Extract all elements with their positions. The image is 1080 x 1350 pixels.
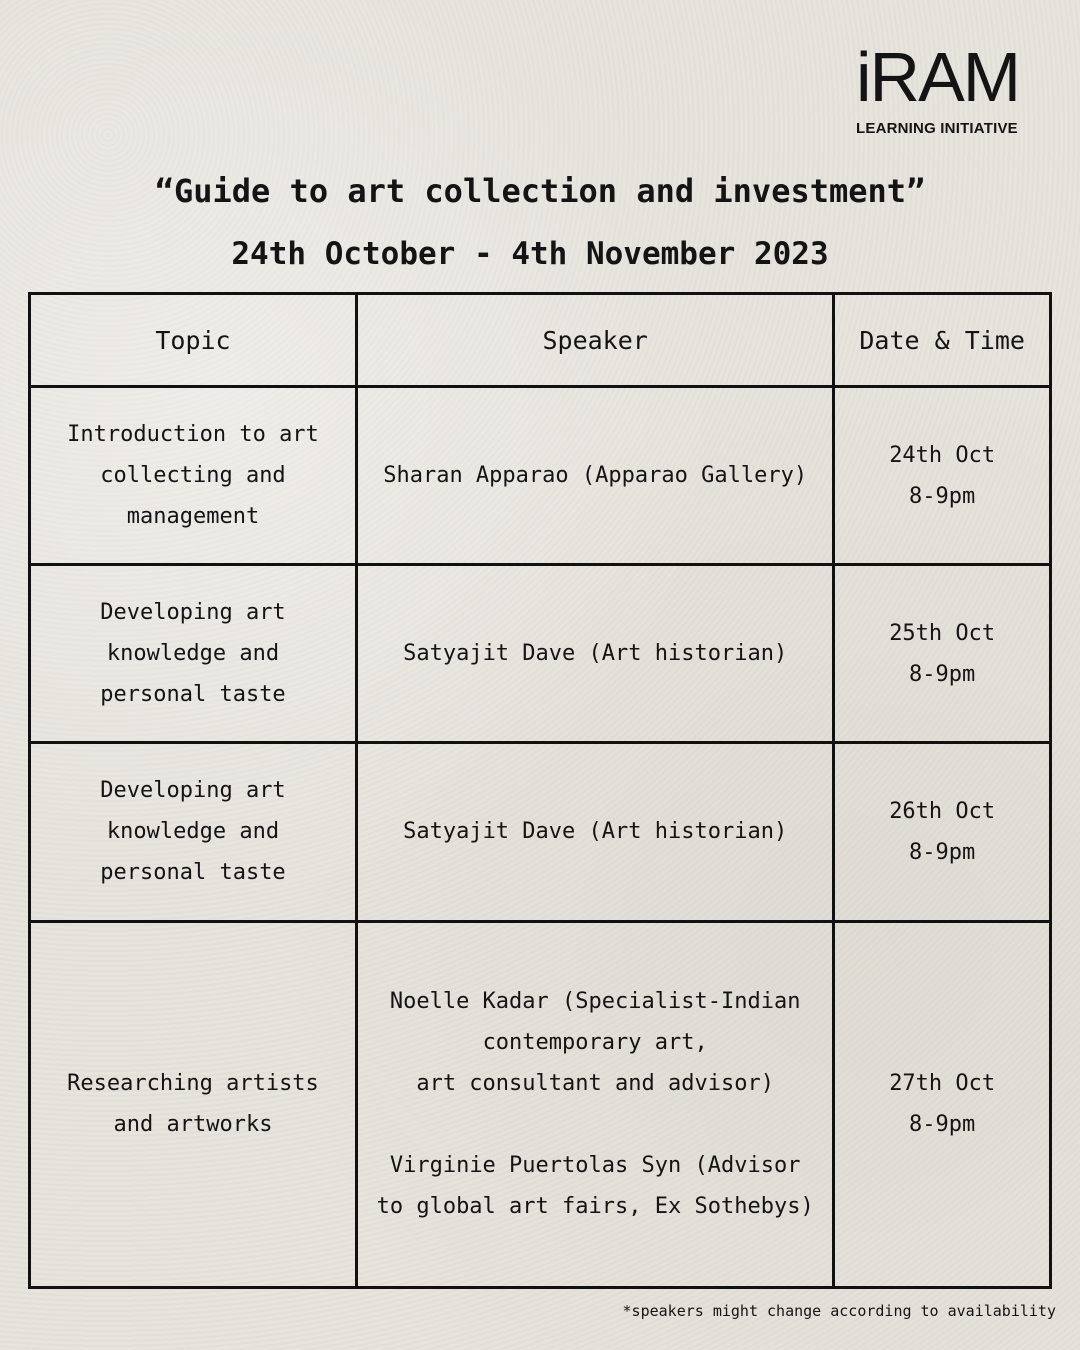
session-time: 8-9pm	[909, 661, 976, 687]
logo-wordmark: iRAM	[856, 38, 1020, 116]
speaker-text: Satyajit Dave (Art historian)	[403, 641, 788, 667]
logo-tagline: LEARNING INITIATIVE	[856, 120, 1018, 137]
topic-text: Developing art knowledge and personal taste	[100, 778, 286, 886]
topic-text: Introduction to art collecting and management	[67, 422, 319, 530]
topic-cell	[30, 743, 357, 921]
datetime-cell	[834, 921, 1051, 1287]
page-title: “Guide to art collection and investment”	[154, 172, 926, 210]
session-date: 24th Oct	[889, 442, 996, 468]
session-time: 8-9pm	[909, 839, 976, 865]
topic-cell	[30, 921, 357, 1287]
brand-logo	[856, 38, 1046, 137]
speaker-text: Noelle Kadar (Specialist-Indian contemporary art, art consultant and advisor) Virginie Puertolas Syn (Advisor to global art fairs, Ex Sothebys)	[376, 989, 814, 1220]
table-row	[30, 565, 1051, 743]
session-time: 8-9pm	[909, 1112, 976, 1138]
header-topic: Topic	[30, 294, 357, 387]
table-row	[30, 921, 1051, 1287]
topic-text: Developing art knowledge and personal taste	[100, 600, 286, 708]
topic-cell	[30, 565, 357, 743]
table-row	[30, 387, 1051, 565]
datetime-cell	[834, 387, 1051, 565]
speaker-cell	[356, 387, 833, 565]
schedule-table	[28, 292, 1052, 1289]
session-date: 25th Oct	[889, 620, 996, 646]
speaker-text: Satyajit Dave (Art historian)	[403, 819, 788, 845]
speaker-cell	[356, 921, 833, 1287]
session-date: 26th Oct	[889, 798, 996, 824]
header-speaker: Speaker	[356, 294, 833, 387]
speaker-cell	[356, 743, 833, 921]
speaker-text: Sharan Apparao (Apparao Gallery)	[383, 463, 808, 489]
session-time: 8-9pm	[909, 483, 976, 509]
date-range: 24th October - 4th November 2023	[231, 236, 829, 272]
header-datetime: Date & Time	[834, 294, 1051, 387]
topic-cell	[30, 387, 357, 565]
datetime-cell	[834, 565, 1051, 743]
datetime-cell	[834, 743, 1051, 921]
session-date: 27th Oct	[889, 1071, 996, 1097]
table-header-row	[30, 294, 1051, 387]
topic-text: Researching artists and artworks	[67, 1071, 319, 1138]
availability-footnote: *speakers might change according to availability	[622, 1302, 1056, 1320]
speaker-cell	[356, 565, 833, 743]
table-row	[30, 743, 1051, 921]
